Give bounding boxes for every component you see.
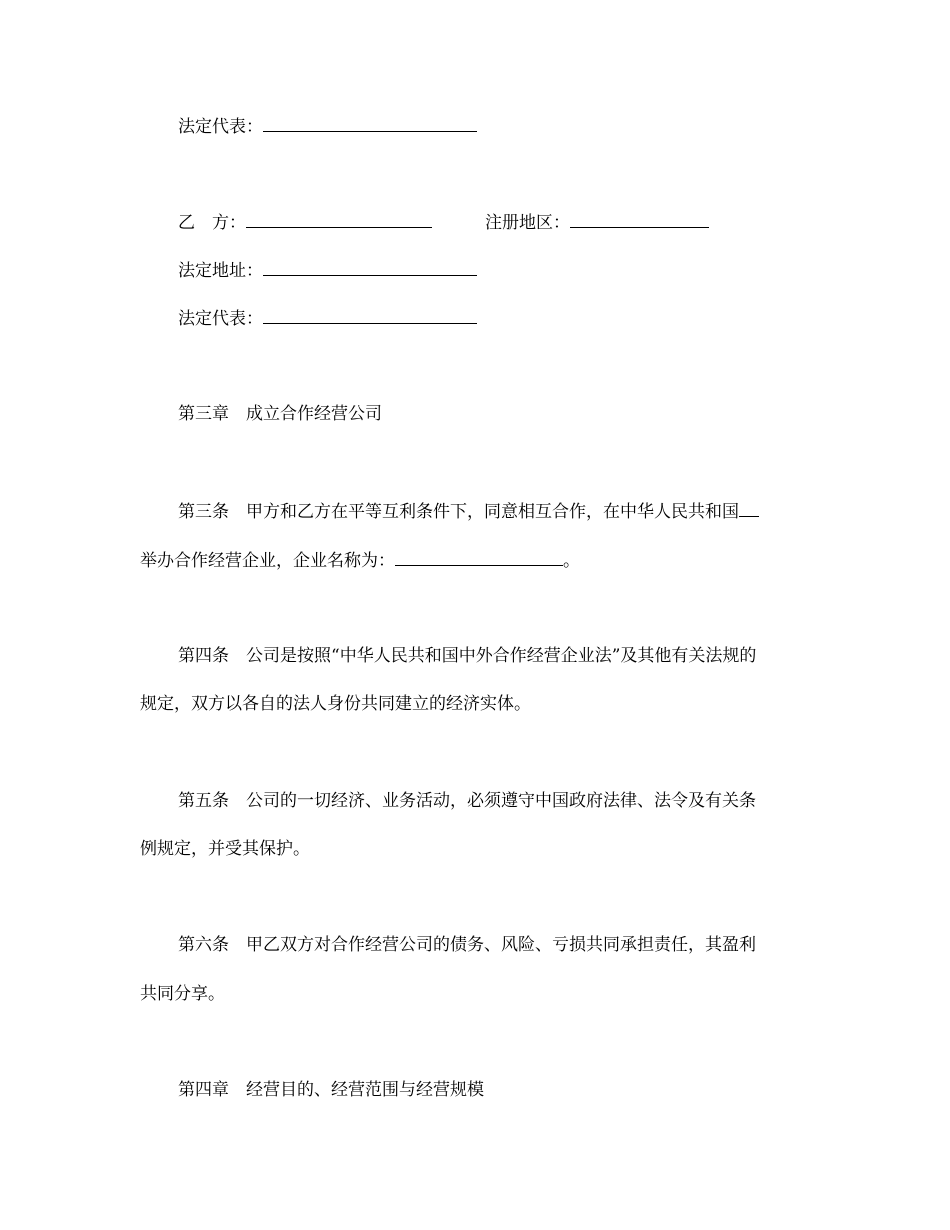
article-3-location-blank bbox=[739, 499, 759, 517]
article-3-text-1: 第三条 甲方和乙方在平等互利条件下，同意相互合作，在中华人民共和国 bbox=[178, 502, 739, 522]
party-b-address-line bbox=[178, 258, 477, 283]
article-6-line-1: 第六条 甲乙双方对合作经营公司的债务、风险、亏损共同承担责任，其盈利 bbox=[178, 935, 756, 955]
article-3-period: 。 bbox=[563, 551, 580, 571]
article-3-line-2 bbox=[140, 548, 580, 573]
article-6-line-2: 共同分享。 bbox=[140, 984, 225, 1004]
article-4-line-2: 规定，双方以各自的法人身份共同建立的经济实体。 bbox=[140, 694, 531, 714]
article-4-line-1: 第四条 公司是按照“中华人民共和国中外合作经营企业法”及其他有关法规的 bbox=[178, 646, 757, 666]
article-5-line-1: 第五条 公司的一切经济、业务活动，必须遵守中国政府法律、法令及有关条 bbox=[178, 791, 756, 811]
company-name-blank bbox=[395, 548, 563, 566]
party-a-rep-line bbox=[178, 114, 477, 139]
party-b-name-label: 乙 方： bbox=[178, 213, 246, 233]
party-a-rep-blank bbox=[263, 114, 477, 132]
article-3-text-2: 举办合作经营企业，企业名称为： bbox=[140, 551, 395, 571]
party-a-rep-label: 法定代表： bbox=[178, 117, 263, 137]
party-b-rep-label: 法定代表： bbox=[178, 309, 263, 329]
party-b-region-line bbox=[485, 210, 709, 235]
article-3-line-1 bbox=[178, 499, 759, 524]
party-b-address-label: 法定地址： bbox=[178, 261, 263, 281]
party-b-region-blank bbox=[570, 210, 709, 228]
party-b-address-blank bbox=[263, 258, 477, 276]
chapter-4-title: 第四章 经营目的、经营范围与经营规模 bbox=[178, 1080, 484, 1100]
party-b-name-blank bbox=[246, 210, 432, 228]
party-b-region-label: 注册地区： bbox=[485, 213, 570, 233]
chapter-3-title: 第三章 成立合作经营公司 bbox=[178, 404, 382, 424]
article-5-line-2: 例规定，并受其保护。 bbox=[140, 839, 310, 859]
party-b-rep-blank bbox=[263, 306, 477, 324]
party-b-name-line bbox=[178, 210, 432, 235]
party-b-rep-line bbox=[178, 306, 477, 331]
